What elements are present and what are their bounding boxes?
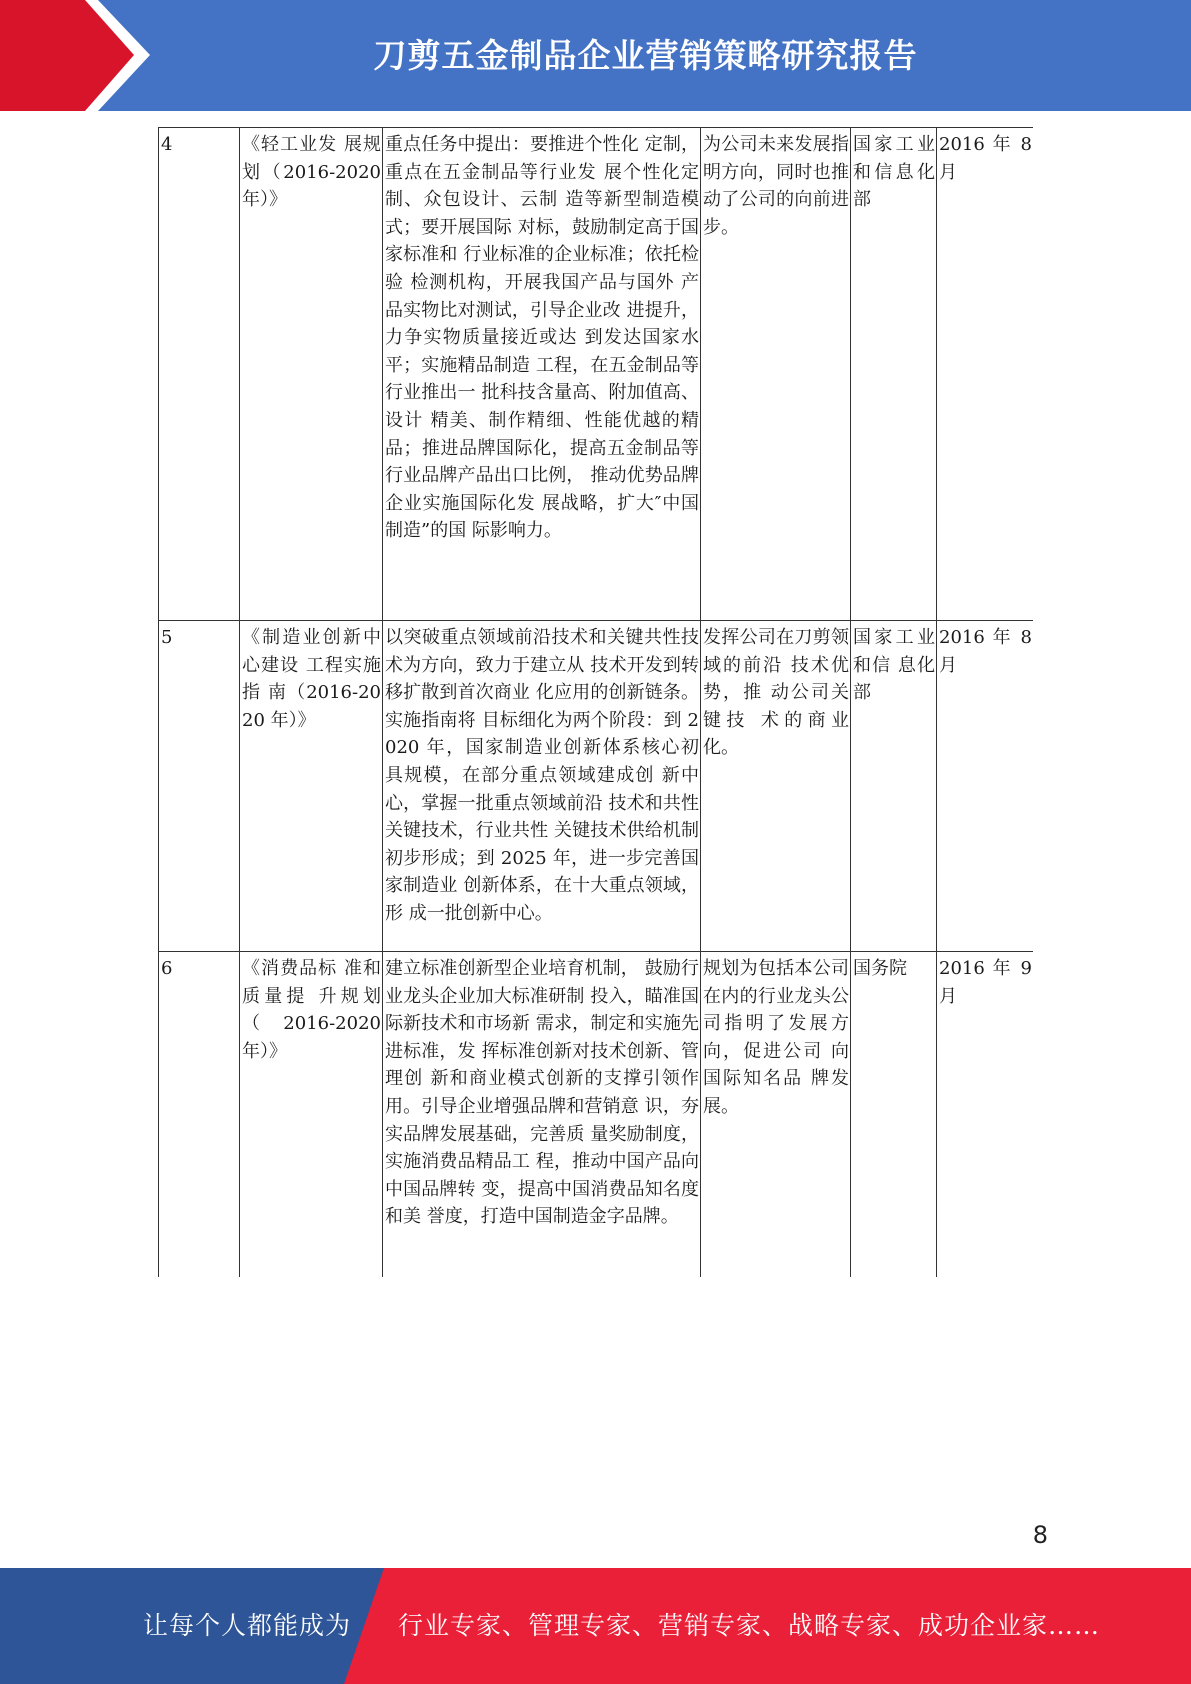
policy-table-container — [158, 127, 1033, 1277]
row-number: 6 — [159, 952, 240, 1278]
issuing-agency: 国家工业和信息化部 — [851, 128, 937, 621]
policy-impact: 规划为包括本公司在内的行业龙头公司指明了发展方 向，促进公司 向国际知名品 牌发展。 — [701, 952, 851, 1278]
footer-slogan-right: 行业专家、管理专家、营销专家、战略专家、成功企业家…… — [398, 1611, 1101, 1640]
table-row — [159, 621, 1034, 952]
issue-date: 2016 年 9 月 — [937, 952, 1034, 1278]
policy-content: 建立标准创新型企业培育机制， 鼓励行业龙头企业加大标准研制 投入，瞄准国际新技术和市场新 需求，制定和实施先进标准，发 挥标准创新对技术创新、管理创 新和商业模式创新的支撑引领作 用。引导企业增强品牌和营销意 识，夯实品牌发展基础，完善质 量奖励制度，实施消费品精品工 程，推动中国产品向中国品牌转 变，提高中国消费品知名度和美 誉度，打造中国制造金字品牌。 — [383, 952, 701, 1278]
policy-table — [158, 127, 1033, 1277]
policy-impact: 为公司未来发展指明方向，同时也推动了公司的向前进步。 — [701, 128, 851, 621]
policy-content: 以突破重点领域前沿技术和关键共性技术为方向，致力于建立从 技术开发到转移扩散到首次商业 化应用的创新链条。实施指南将 目标细化为两个阶段：到 2020 年，国家制造业创新体系核心初 具规模，在部分重点领域建成创 新中心，掌握一批重点领域前沿 技术和共性关键技术，行业共性 关键技术供给机制初步形成；到 2025 年，进一步完善国家制造业 创新体系，在十大重点领域，形 成一批创新中心。 — [383, 621, 701, 952]
policy-content: 重点任务中提出：要推进个性化 定制，重点在五金制品等行业发 展个性化定制、众包设计、云制 造等新型制造模式；要开展国际 对标，鼓励制定高于国家标准和 行业标准的企业标准；依托检验 检测机构，开展我国产品与国外 产品实物比对测试，引导企业改 进提升，力争实物质量接近或达 到发达国家水平；实施精品制造 工程，在五金制品等行业推出一 批科技含量高、附加值高、设计 精美、制作精细、性能优越的精 品；推进品牌国际化，提高五金制品等行业品牌产品出口比例， 推动优势品牌企业实施国际化发 展战略，扩大″中国制造”的国 际影响力。 — [383, 128, 701, 621]
page-header — [0, 0, 1191, 111]
policy-impact: 发挥公司在刀剪领域的前沿 技术优势，推 动公司关键技 术的商业化。 — [701, 621, 851, 952]
policy-name: 《制造业创新中心建设 工程实施指 南（2016-2020 年）》 — [240, 621, 383, 952]
issuing-agency: 国家工业和信 息化部 — [851, 621, 937, 952]
issue-date: 2016 年 8 月 — [937, 621, 1034, 952]
issue-date: 2016 年 8 月 — [937, 128, 1034, 621]
row-number: 4 — [159, 128, 240, 621]
policy-name: 《轻工业发 展规划（2016-2020 年）》 — [240, 128, 383, 621]
table-row — [159, 128, 1034, 621]
table-row — [159, 952, 1034, 1278]
page-footer — [0, 1568, 1191, 1684]
page-number: 8 — [1032, 1521, 1048, 1549]
policy-name: 《消费品标 准和质量提 升规划（2016-2020 年）》 — [240, 952, 383, 1278]
issuing-agency: 国务院 — [851, 952, 937, 1278]
row-number: 5 — [159, 621, 240, 952]
footer-slogan-left: 让每个人都能成为 — [143, 1611, 352, 1640]
report-title: 刀剪五金制品企业营销策略研究报告 — [373, 36, 918, 75]
